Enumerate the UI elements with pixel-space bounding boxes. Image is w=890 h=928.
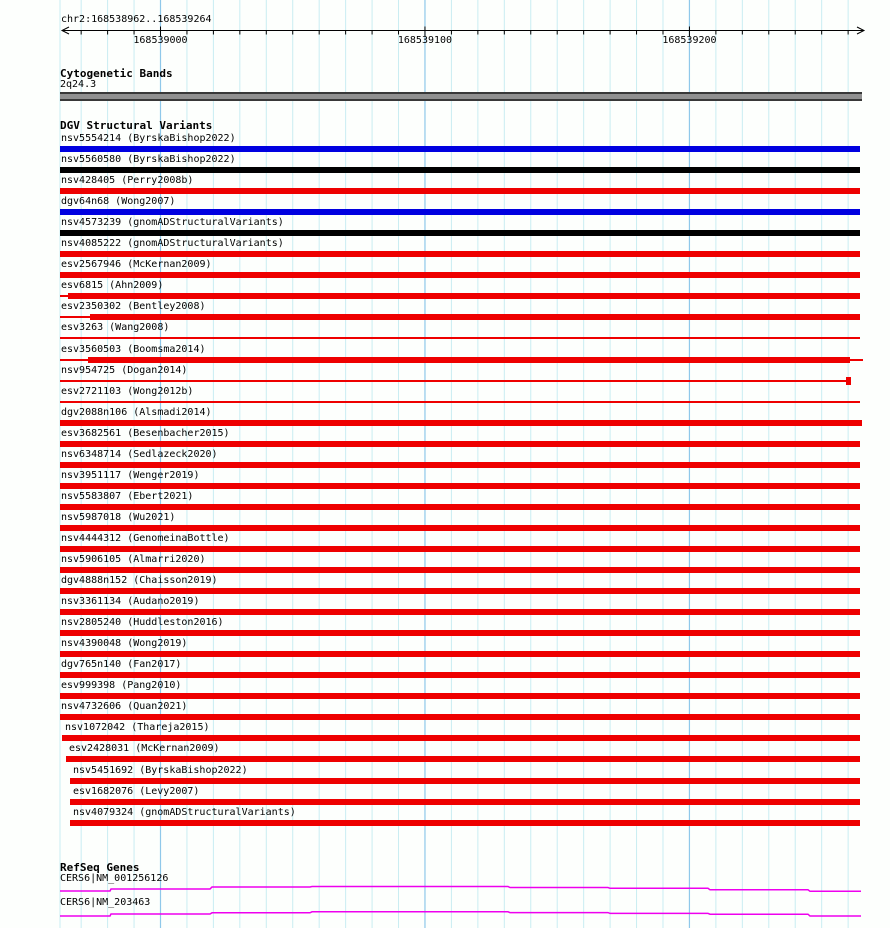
variant-row <box>0 302 890 323</box>
variant-label[interactable]: nsv4085222 (gnomADStructuralVariants) <box>61 238 284 250</box>
variant-row <box>0 660 890 681</box>
variant-bar-segment[interactable] <box>70 778 860 784</box>
variant-row <box>0 639 890 660</box>
variant-bar-segment[interactable] <box>60 567 860 573</box>
gene-transcript-label[interactable]: CERS6|NM_203463 <box>60 897 151 908</box>
variant-label[interactable]: esv2721103 (Wong2012b) <box>61 385 194 397</box>
variant-bar-segment[interactable] <box>60 630 860 636</box>
gene-structure-line[interactable] <box>60 887 861 892</box>
region-coordinates-label: chr2:168538962..168539264 <box>61 14 212 25</box>
variant-label[interactable]: dgv2088n106 (Alsmadi2014) <box>61 406 212 418</box>
variant-row <box>0 387 890 408</box>
variant-bar-segment[interactable] <box>60 651 860 657</box>
variant-bar-segment[interactable] <box>60 380 846 382</box>
variant-row <box>0 218 890 239</box>
variant-label[interactable]: esv3682561 (Besenbacher2015) <box>61 427 230 439</box>
variant-row <box>0 155 890 176</box>
variant-bar-segment[interactable] <box>60 167 860 173</box>
variant-row <box>0 281 890 302</box>
variant-bar-segment[interactable] <box>88 357 850 363</box>
variant-row <box>0 597 890 618</box>
variant-label[interactable]: nsv5906105 (Almarri2020) <box>61 554 206 565</box>
variant-row <box>0 681 890 702</box>
variant-label[interactable]: nsv2805240 (Huddleston2016) <box>61 617 224 629</box>
variant-bar-segment[interactable] <box>60 295 68 297</box>
variant-bar-segment[interactable] <box>60 609 860 615</box>
variant-row <box>0 808 890 829</box>
variant-row <box>0 492 890 513</box>
variant-row <box>0 260 890 281</box>
variant-bar-segment[interactable] <box>68 293 860 299</box>
variant-label[interactable]: esv3263 (Wang2008) <box>61 322 170 334</box>
refseq-genes-track-title: RefSeq Genes <box>60 861 140 874</box>
variant-label[interactable]: nsv4573239 (gnomADStructuralVariants) <box>61 217 284 229</box>
variant-label[interactable]: esv999398 (Pang2010) <box>61 680 182 692</box>
variant-row <box>0 723 890 744</box>
variant-label[interactable]: nsv6348714 (Sedlazeck2020) <box>61 448 218 460</box>
variant-bar-segment[interactable] <box>60 588 860 594</box>
variant-bar-segment[interactable] <box>60 672 860 678</box>
variant-bar-segment[interactable] <box>60 504 860 510</box>
variant-row <box>0 555 890 576</box>
variant-label[interactable]: nsv5560580 (ByrskaBishop2022) <box>61 154 236 166</box>
variant-row <box>0 366 890 387</box>
variant-label[interactable]: dgv64n68 (Wong2007) <box>61 196 176 208</box>
variant-row <box>0 134 890 155</box>
variant-row <box>0 429 890 450</box>
variant-bar-segment[interactable] <box>60 188 860 194</box>
variant-label[interactable]: dgv4888n152 (Chaisson2019) <box>61 575 218 587</box>
variant-bar-segment[interactable] <box>60 359 88 361</box>
variant-label[interactable]: esv6815 (Ahn2009) <box>61 280 164 292</box>
dgv-structural-variants-track-title: DGV Structural Variants <box>60 119 213 132</box>
variant-label[interactable]: nsv4079324 (gnomADStructuralVariants) <box>73 806 296 818</box>
variant-label[interactable]: nsv428405 (Perry2008b) <box>61 175 194 187</box>
variant-bar-segment[interactable] <box>62 735 860 741</box>
variant-label[interactable]: nsv4390048 (Wong2019) <box>61 638 188 650</box>
ruler-tick-label: 168539000 <box>133 35 188 46</box>
cytoband-bar[interactable] <box>60 92 862 101</box>
variant-bar-segment[interactable] <box>60 230 860 236</box>
variant-row <box>0 471 890 492</box>
variant-label[interactable]: esv1682076 (Levy2007) <box>73 785 200 797</box>
variant-bar-segment[interactable] <box>846 377 851 385</box>
variant-label[interactable]: esv3560503 (Boomsma2014) <box>61 343 206 355</box>
gene-structure-line[interactable] <box>60 912 861 916</box>
variant-row <box>0 176 890 197</box>
variant-bar-segment[interactable] <box>60 693 860 699</box>
variant-row <box>0 345 890 366</box>
variant-label[interactable]: dgv765n140 (Fan2017) <box>61 659 182 671</box>
variant-bar-segment[interactable] <box>70 799 860 805</box>
variant-bar-segment[interactable] <box>60 146 860 152</box>
variant-bar-segment[interactable] <box>90 314 860 320</box>
gene-structure-lines <box>60 887 861 917</box>
variant-bar-segment[interactable] <box>60 483 860 489</box>
variant-label[interactable]: nsv1072042 (Thareja2015) <box>65 722 210 734</box>
variant-bar-segment[interactable] <box>66 756 860 762</box>
variant-bar-segment[interactable] <box>850 359 863 361</box>
variant-bar-segment[interactable] <box>70 820 860 826</box>
variant-label[interactable]: nsv4444312 (GenomeinaBottle) <box>61 532 230 544</box>
variant-row <box>0 766 890 787</box>
variant-bar-segment[interactable] <box>60 462 860 468</box>
variant-row <box>0 513 890 534</box>
variant-row <box>0 787 890 808</box>
ruler-tick-label: 168539200 <box>662 35 717 46</box>
cytoband-name-label: 2q24.3 <box>60 79 97 90</box>
variant-label[interactable]: nsv5554214 (ByrskaBishop2022) <box>61 133 236 144</box>
variant-label[interactable]: esv2350302 (Bentley2008) <box>61 301 206 313</box>
variant-row <box>0 618 890 639</box>
variant-bar-segment[interactable] <box>60 272 860 278</box>
variant-label[interactable]: esv2567946 (McKernan2009) <box>61 259 212 271</box>
variant-row <box>0 450 890 471</box>
variant-label[interactable]: nsv954725 (Dogan2014) <box>61 364 188 376</box>
variant-label[interactable]: nsv5451692 (ByrskaBishop2022) <box>73 764 248 776</box>
variant-bar-segment[interactable] <box>60 546 860 552</box>
variant-row <box>0 408 890 429</box>
variant-bar-segment[interactable] <box>60 714 860 720</box>
variant-bar-segment[interactable] <box>60 337 860 339</box>
variant-row <box>0 197 890 218</box>
variant-row <box>0 239 890 260</box>
variant-row <box>0 323 890 344</box>
gene-transcript-label[interactable]: CERS6|NM_001256126 <box>60 873 169 884</box>
variant-bar-segment[interactable] <box>60 420 862 426</box>
cytogenetic-bands-track-title: Cytogenetic Bands <box>60 67 173 80</box>
variant-bar-segment[interactable] <box>60 401 860 403</box>
variant-row <box>0 576 890 597</box>
variant-row <box>0 534 890 555</box>
variant-bar-segment[interactable] <box>60 441 860 447</box>
variant-bar-segment[interactable] <box>60 251 860 257</box>
ruler-tick-label: 168539100 <box>397 35 453 46</box>
variant-bar-segment[interactable] <box>60 525 860 531</box>
variant-label[interactable]: esv2428031 (McKernan2009) <box>69 743 220 755</box>
variant-label[interactable]: nsv5987018 (Wu2021) <box>61 511 176 523</box>
variant-row <box>0 702 890 723</box>
variant-label[interactable]: nsv5583807 (Ebert2021) <box>61 490 194 502</box>
variant-bar-segment[interactable] <box>60 316 90 318</box>
variant-bar-segment[interactable] <box>60 209 860 215</box>
variant-label[interactable]: nsv3361134 (Audano2019) <box>61 596 200 608</box>
variant-label[interactable]: nsv4732606 (Quan2021) <box>61 701 188 713</box>
variant-row <box>0 744 890 765</box>
variant-label[interactable]: nsv3951117 (Wenger2019) <box>61 469 200 481</box>
